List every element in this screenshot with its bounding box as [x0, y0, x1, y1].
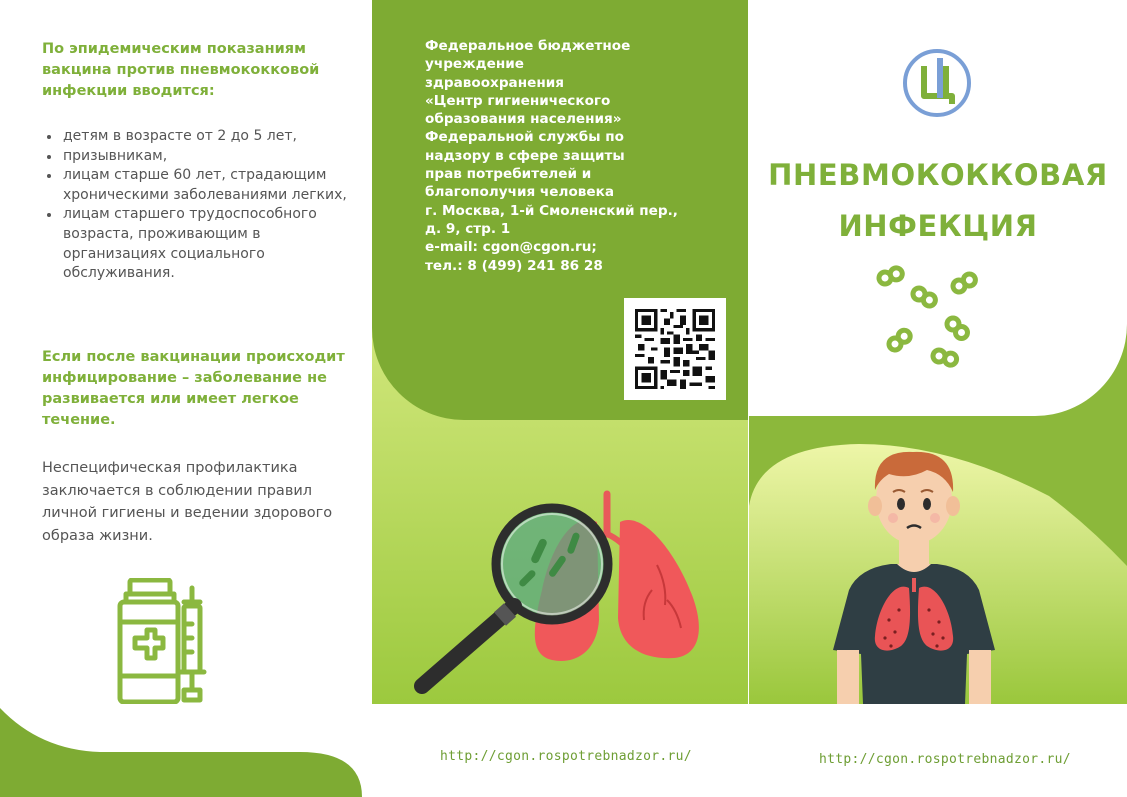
- org-line: учреждение: [425, 56, 525, 73]
- qr-code-icon: [635, 309, 715, 389]
- cgon-logo-icon: [902, 48, 972, 118]
- org-line: Федеральной службы по: [425, 129, 624, 146]
- magnifier-lungs-illustration: [392, 480, 722, 700]
- bacteria-icon: [869, 264, 989, 374]
- org-line: надзору в сфере защиты: [425, 147, 625, 164]
- org-line: «Центр гигиенического: [425, 92, 611, 109]
- org-line: благополучия человека: [425, 184, 614, 201]
- title-line-1: ПНЕВМОКОККОВАЯ: [768, 158, 1108, 192]
- middle-panel: [372, 0, 748, 704]
- org-line: г. Москва, 1-й Смоленский пер.,: [425, 202, 678, 219]
- vaccination-groups-list: [44, 127, 364, 284]
- list-item: детям в возрасте от 2 до 5 лет,: [44, 127, 364, 147]
- sick-boy-illustration: [829, 440, 999, 704]
- org-line: образования населения»: [425, 111, 622, 128]
- list-item: лицам старше 60 лет, страдающим хроническими заболеваниями легких,: [44, 166, 364, 205]
- panel-divider: [748, 416, 749, 704]
- org-line: д. 9, стр. 1: [425, 220, 511, 237]
- vaccination-heading: По эпидемическим показаниям вакцина против пневмококковой инфекции вводится:: [42, 41, 320, 99]
- left-panel: [0, 0, 372, 797]
- qr-code[interactable]: [624, 298, 726, 400]
- org-line: здравоохранения: [425, 74, 564, 91]
- phone-line[interactable]: тел.: 8 (499) 241 86 28: [425, 257, 603, 274]
- medicine-bottle-syringe-icon: [116, 578, 212, 704]
- organization-info: [425, 37, 725, 275]
- right-panel: [749, 0, 1127, 704]
- list-item: лицам старшего трудоспособного возраста, проживающим в организациях социального обслуживания.: [44, 205, 364, 283]
- website-link-middle[interactable]: http://cgon.rospotrebnadzor.ru/: [440, 749, 692, 764]
- list-item: призывникам,: [44, 147, 364, 167]
- infection-after-vaccination-heading: Если после вакцинации происходит инфицирование – заболевание не развивается или имеет легкое течение.: [42, 349, 345, 428]
- organization-block: [372, 0, 748, 420]
- org-line: Федеральное бюджетное: [425, 38, 631, 54]
- decorative-green-wave: [0, 700, 362, 797]
- title-line-2: ИНФЕКЦИЯ: [838, 209, 1038, 243]
- prevention-paragraph: Неспецифическая профилактика заключается в соблюдении правил личной гигиены и ведении здорового образа жизни.: [42, 460, 333, 544]
- website-link-right[interactable]: http://cgon.rospotrebnadzor.ru/: [819, 752, 1071, 767]
- page-title: [749, 150, 1127, 252]
- title-block: [749, 0, 1127, 416]
- org-line: прав потребителей и: [425, 166, 592, 183]
- email-line[interactable]: e-mail: cgon@cgon.ru;: [425, 239, 597, 256]
